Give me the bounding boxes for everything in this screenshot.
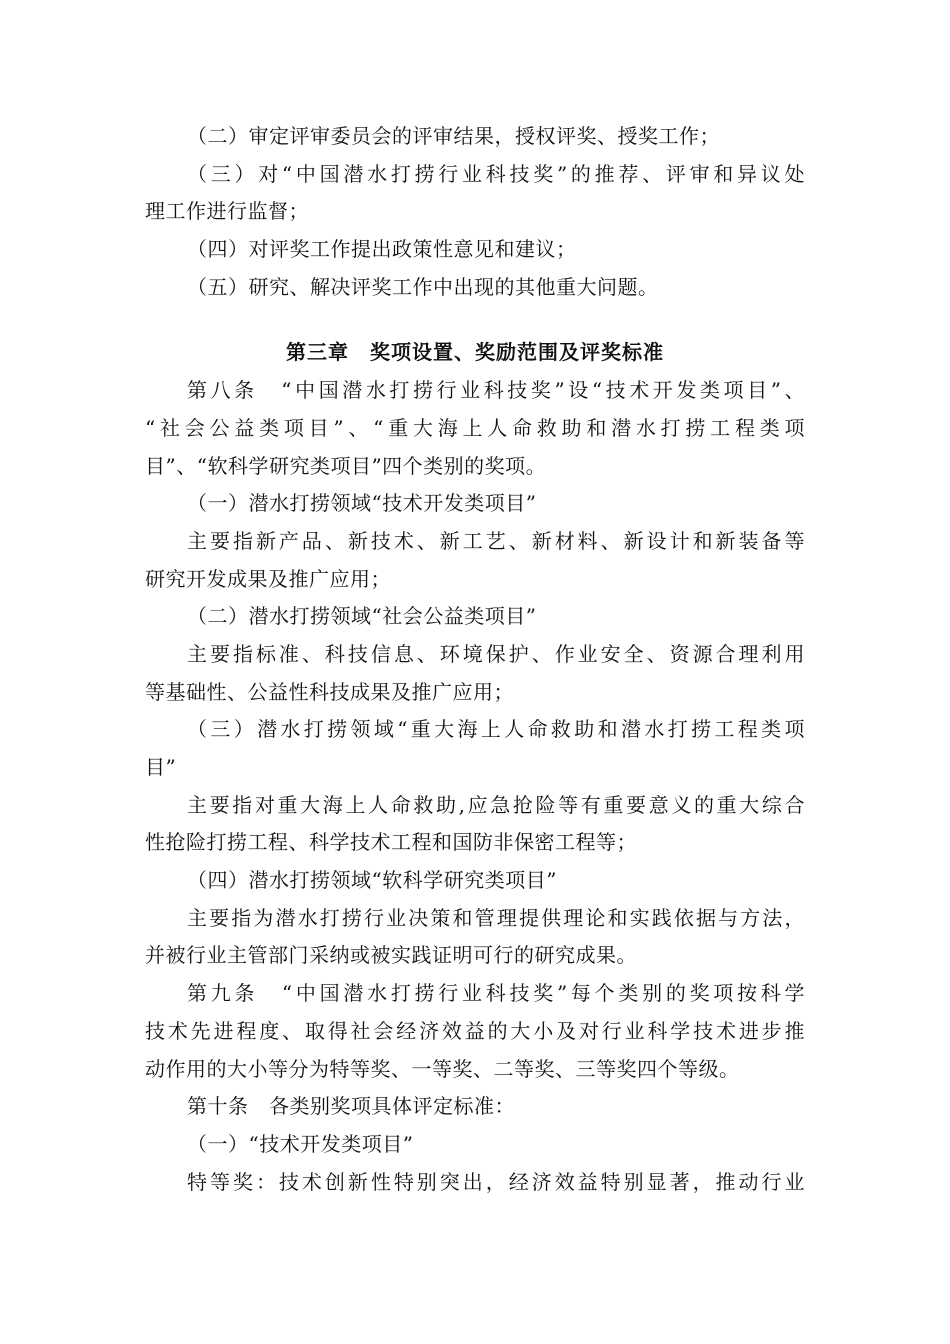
text-line: 主要指标准、科技信息、环境保护、作业安全、资源合理利用 bbox=[187, 641, 805, 666]
text-line: （四）对评奖工作提出政策性意见和建议； bbox=[187, 237, 577, 262]
document-body-section-1 bbox=[145, 118, 805, 306]
text-line: 等基础性、公益性科技成果及推广应用； bbox=[145, 679, 514, 704]
text-line: 性抢险打捞工程、科学技术工程和国防非保密工程等； bbox=[145, 830, 637, 855]
text-line: “社会公益类项目”、“重大海上人命救助和潜水打捞工程类项 bbox=[145, 415, 805, 440]
text-line: 主要指对重大海上人命救助,应急抢险等有重要意义的重大综合 bbox=[187, 792, 805, 817]
text-line: （一）潜水打捞领域“技术开发类项目” bbox=[187, 491, 537, 516]
document-page bbox=[145, 118, 805, 1201]
text-line: （三）对“中国潜水打捞行业科技奖”的推荐、评审和异议处 bbox=[187, 161, 805, 186]
text-line: （二）审定评审委员会的评审结果，授权评奖、授奖工作； bbox=[187, 124, 720, 148]
text-line: （三）潜水打捞领域“重大海上人命救助和潜水打捞工程类项 bbox=[187, 717, 805, 742]
text-line: （四）潜水打捞领域“软科学研究类项目” bbox=[187, 868, 557, 893]
text-line: 第八条 “中国潜水打捞行业科技奖”设“技术开发类项目”、 bbox=[187, 378, 805, 403]
text-line: （二）潜水打捞领域“社会公益类项目” bbox=[187, 604, 537, 629]
document-body-section-2 bbox=[145, 372, 805, 1201]
text-line: 第十条 各类别奖项具体评定标准： bbox=[187, 1094, 515, 1119]
text-line: 主要指为潜水打捞行业决策和管理提供理论和实践依据与方法， bbox=[187, 905, 805, 930]
text-line: （一）“技术开发类项目” bbox=[187, 1131, 414, 1156]
chapter-heading: 第三章 奖项设置、奖励范围及评奖标准 bbox=[286, 340, 664, 365]
text-line: 动作用的大小等分为特等奖、一等奖、二等奖、三等奖四个等级。 bbox=[145, 1056, 740, 1081]
text-line: 技术先进程度、取得社会经济效益的大小及对行业科学技术进步推 bbox=[145, 1018, 805, 1043]
text-line: 目” bbox=[145, 755, 177, 779]
text-line: 研究开发成果及推广应用； bbox=[145, 566, 391, 591]
text-line: （五）研究、解决评奖工作中出现的其他重大问题。 bbox=[187, 274, 659, 299]
text-line: 理工作进行监督； bbox=[145, 199, 309, 224]
text-line: 特等奖：技术创新性特别突出，经济效益特别显著，推动行业 bbox=[187, 1169, 805, 1194]
text-line: 主要指新产品、新技术、新工艺、新材料、新设计和新装备等 bbox=[187, 528, 805, 553]
text-line: 并被行业主管部门采纳或被实践证明可行的研究成果。 bbox=[145, 943, 637, 968]
text-line: 第九条 “中国潜水打捞行业科技奖”每个类别的奖项按科学 bbox=[187, 981, 805, 1006]
text-line: 目”、“软科学研究类项目”四个类别的奖项。 bbox=[145, 453, 547, 478]
